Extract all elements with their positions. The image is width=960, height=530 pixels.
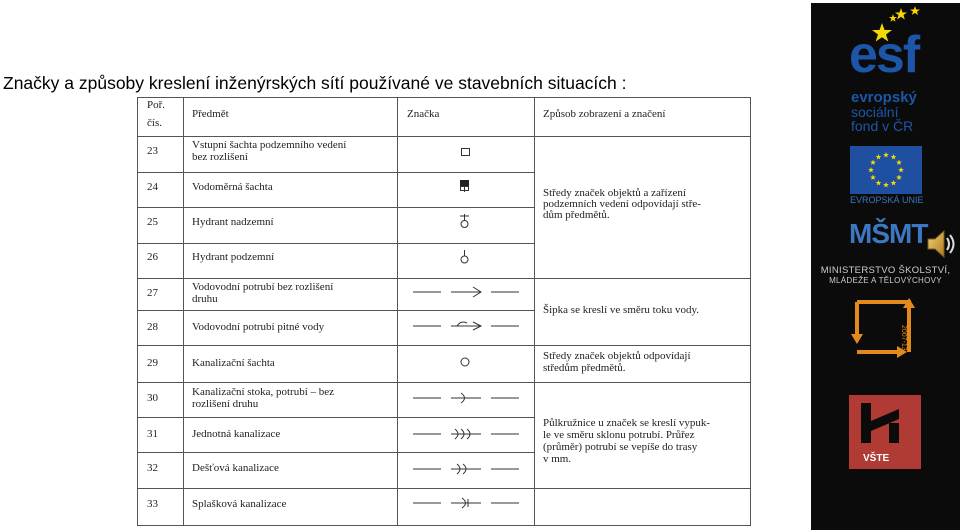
sewer-three-arcs-icon bbox=[411, 427, 523, 441]
note-sewer-objects: středům předmětů. bbox=[543, 362, 626, 374]
header-number-line1: Poř. bbox=[147, 99, 166, 111]
row-number: 29 bbox=[147, 357, 158, 369]
op-years: 2007-13 bbox=[900, 325, 907, 351]
row-subject: Vodovodní potrubí pitné vody bbox=[192, 321, 325, 333]
esf-text-line3: fond v ČR bbox=[851, 118, 914, 134]
row-subject-cont: druhu bbox=[192, 293, 218, 305]
row-subject: Vodovodní potrubí bez rozlišení bbox=[192, 281, 334, 293]
note-objects: Středy značek objektů a zařízení bbox=[543, 187, 686, 199]
header-subject: Předmět bbox=[192, 108, 229, 120]
row-subject: Vstupní šachta podzemního vedení bbox=[192, 139, 347, 151]
row-number: 33 bbox=[147, 498, 158, 510]
note-objects: dům předmětů. bbox=[543, 209, 610, 221]
row-subject: Kanalizační šachta bbox=[192, 357, 275, 369]
esf-text-line2: sociální bbox=[851, 104, 899, 120]
eu-label: EVROPSKÁ UNIE bbox=[850, 195, 924, 205]
note-sewer-objects: Středy značek objektů odpovídají bbox=[543, 350, 691, 362]
sidebar-logos bbox=[811, 3, 960, 530]
sewer-arc-bar-icon bbox=[411, 496, 523, 510]
note-arrow: Šipka se kreslí ve směru toku vody. bbox=[543, 304, 700, 316]
header-symbol: Značka bbox=[407, 108, 440, 120]
drinking-pipe-arrow-icon bbox=[411, 319, 523, 333]
row-number: 32 bbox=[147, 462, 158, 474]
row-subject: Vodoměrná šachta bbox=[192, 181, 273, 193]
note-semicircles: v mm. bbox=[543, 453, 572, 465]
symbol-table bbox=[137, 97, 751, 526]
row-subject-cont: bez rozlišení bbox=[192, 151, 248, 163]
row-subject-cont: rozlišení druhu bbox=[192, 398, 259, 410]
pipe-arrow-icon bbox=[411, 285, 523, 299]
row-subject: Hydrant nadzemní bbox=[192, 216, 274, 228]
note-semicircles: le ve směru sklonu potrubí. Průřez bbox=[543, 429, 695, 441]
row-subject: Splašková kanalizace bbox=[192, 498, 287, 510]
op-logo-icon bbox=[849, 298, 921, 360]
square-symbol-icon bbox=[460, 146, 472, 158]
water-meter-symbol-icon bbox=[459, 179, 471, 193]
ministry-text-line1: MINISTERSTVO ŠKOLSTVÍ, bbox=[820, 265, 951, 276]
esf-logo-text: esf bbox=[849, 26, 919, 84]
row-number: 30 bbox=[147, 392, 158, 404]
speaker-icon[interactable] bbox=[925, 227, 959, 261]
row-number: 28 bbox=[147, 321, 158, 333]
slide-title: Značky a způsoby kreslení inženýrských sítí používané ve stavebních situacích : bbox=[3, 73, 627, 93]
row-number: 27 bbox=[147, 287, 158, 299]
note-semicircles: Půlkružnice u značek se kreslí vypuk- bbox=[543, 417, 711, 429]
row-number: 31 bbox=[147, 428, 158, 440]
row-number: 25 bbox=[147, 216, 158, 228]
row-subject: Kanalizační stoka, potrubí – bez bbox=[192, 386, 335, 398]
row-subject: Dešťová kanalizace bbox=[192, 462, 279, 474]
above-ground-hydrant-icon bbox=[458, 213, 472, 229]
note-objects: podzemních vedení odpovídají stře- bbox=[543, 198, 701, 210]
underground-hydrant-icon bbox=[459, 249, 471, 265]
row-subject: Jednotná kanalizace bbox=[192, 428, 281, 440]
row-number: 24 bbox=[147, 181, 158, 193]
header-number-line2: čís. bbox=[147, 117, 162, 129]
circle-symbol-icon bbox=[459, 356, 471, 368]
esf-text-line1: evropský bbox=[851, 89, 917, 106]
note-semicircles: (průměr) potrubí se vepíše do trasy bbox=[543, 441, 698, 453]
ministry-text-line2: MLÁDEŽE A TĚLOVÝCHOVY bbox=[829, 276, 942, 285]
header-method: Způsob zobrazení a značení bbox=[543, 108, 666, 120]
sewer-one-arc-icon bbox=[411, 391, 523, 405]
msmt-logo: MŠMT bbox=[849, 218, 928, 249]
row-number: 26 bbox=[147, 251, 158, 263]
sewer-two-arcs-icon bbox=[411, 462, 523, 476]
eu-flag-icon bbox=[850, 146, 922, 194]
vste-label: VŠTE bbox=[863, 453, 890, 464]
row-subject: Hydrant podzemní bbox=[192, 251, 275, 263]
row-number: 23 bbox=[147, 145, 158, 157]
